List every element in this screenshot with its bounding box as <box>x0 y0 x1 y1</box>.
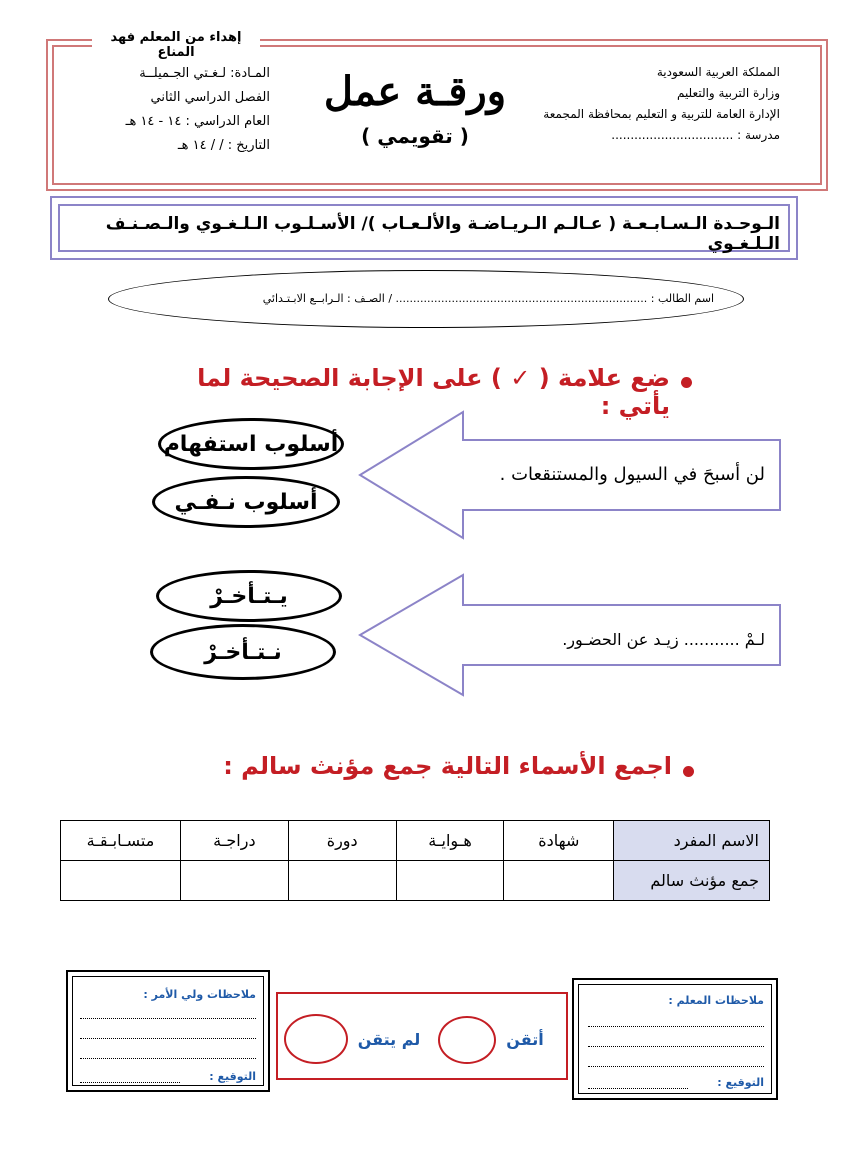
header-right-block <box>540 62 780 146</box>
header-right-line: المملكة العربية السعودية <box>656 65 780 79</box>
option-question-style[interactable]: أسلوب استفهام <box>158 418 344 470</box>
page-subtitle: ( تقويمي ) <box>361 124 469 148</box>
teacher-notes-title: ملاحظات المعلم : <box>668 994 764 1007</box>
teacher-signature-label: التوقيع : <box>717 1076 764 1089</box>
mastered-circle[interactable] <box>438 1016 496 1064</box>
word-cell: دورة <box>288 821 396 861</box>
teacher-notes-line[interactable] <box>588 1026 764 1027</box>
option-nataakhar[interactable]: نـتـأخـرْ <box>150 624 336 680</box>
row-header-singular: الاسم المفرد <box>614 821 770 861</box>
arrows-graphic <box>355 408 785 698</box>
header-left-block <box>70 62 270 158</box>
q1-sentence-2: لـمْ ........... زيـد عن الحضـور. <box>562 630 765 649</box>
header-right-line: الإدارة العامة للتربية و التعليم بمحافظة المجمعة <box>543 107 780 121</box>
question1-heading: ضع علامة ( ✓ ) على الإجابة الصحيحة لما يأتي : <box>197 364 670 420</box>
header-right-line: وزارة التربية والتعليم <box>676 86 780 100</box>
bullet-icon <box>681 377 692 388</box>
not-mastered-label: لم يتقن <box>357 1030 421 1049</box>
q1-sentence-1: لن أسبحَ في السيول والمستنقعات . <box>499 464 765 485</box>
mastered-label: أتقن <box>506 1030 544 1049</box>
header-left-line: التاريخ : / / ١٤ هـ <box>177 138 270 153</box>
teacher-signature-line[interactable] <box>588 1088 688 1089</box>
parent-notes-title: ملاحظات ولي الأمر : <box>143 988 256 1001</box>
answer-cell[interactable] <box>288 861 396 901</box>
teacher-notes-line[interactable] <box>588 1046 764 1047</box>
header-left-line: الفصل الدراسي الثاني <box>150 90 270 105</box>
parent-notes-line[interactable] <box>80 1058 256 1059</box>
plural-table <box>60 820 770 901</box>
option-yataakhar[interactable]: يـتـأخـرْ <box>156 570 342 622</box>
parent-signature-line[interactable] <box>80 1082 180 1083</box>
option-negation-style[interactable]: أسلوب نـفـي <box>152 476 340 528</box>
answer-cell[interactable] <box>61 861 181 901</box>
header-left-line: المـادة: لـغـتي الجـميلــة <box>139 66 270 81</box>
not-mastered-circle[interactable] <box>284 1014 348 1064</box>
answer-cell[interactable] <box>396 861 504 901</box>
word-cell: شهادة <box>504 821 614 861</box>
word-cell: هـوايـة <box>396 821 504 861</box>
header-left-line: العام الدراسي : ١٤ - ١٤ هـ <box>125 114 270 129</box>
answer-cell[interactable] <box>504 861 614 901</box>
answer-cell[interactable] <box>180 861 288 901</box>
unit-title: الـوحـدة الـسـابـعـة ( عـالـم الـريـاضـة والألـعـاب )/ الأسـلـوب الـلـغـوي والـصـنـف الـلـغـوي <box>105 214 780 254</box>
row-header-plural: جمع مؤنث سالم <box>614 861 770 901</box>
parent-notes-line[interactable] <box>80 1018 256 1019</box>
word-cell: دراجـة <box>180 821 288 861</box>
page-title: ورقـة عمل <box>323 68 507 115</box>
bullet-icon <box>683 766 694 777</box>
student-line: اسم الطالب : ........................................................................ / الصـف : الـرابــع الابـتـدائي <box>262 292 714 305</box>
table-row <box>61 861 770 901</box>
parent-notes-line[interactable] <box>80 1038 256 1039</box>
header-right-line: مدرسة : ................................ <box>611 128 780 142</box>
dedication: إهداء من المعلم فهد المناع <box>92 30 260 50</box>
question2-heading: اجمع الأسماء التالية جمع مؤنث سالم : <box>223 752 672 780</box>
teacher-notes-line[interactable] <box>588 1066 764 1067</box>
table-row <box>61 821 770 861</box>
parent-signature-label: التوقيع : <box>209 1070 256 1083</box>
word-cell: متسـابـقـة <box>61 821 181 861</box>
